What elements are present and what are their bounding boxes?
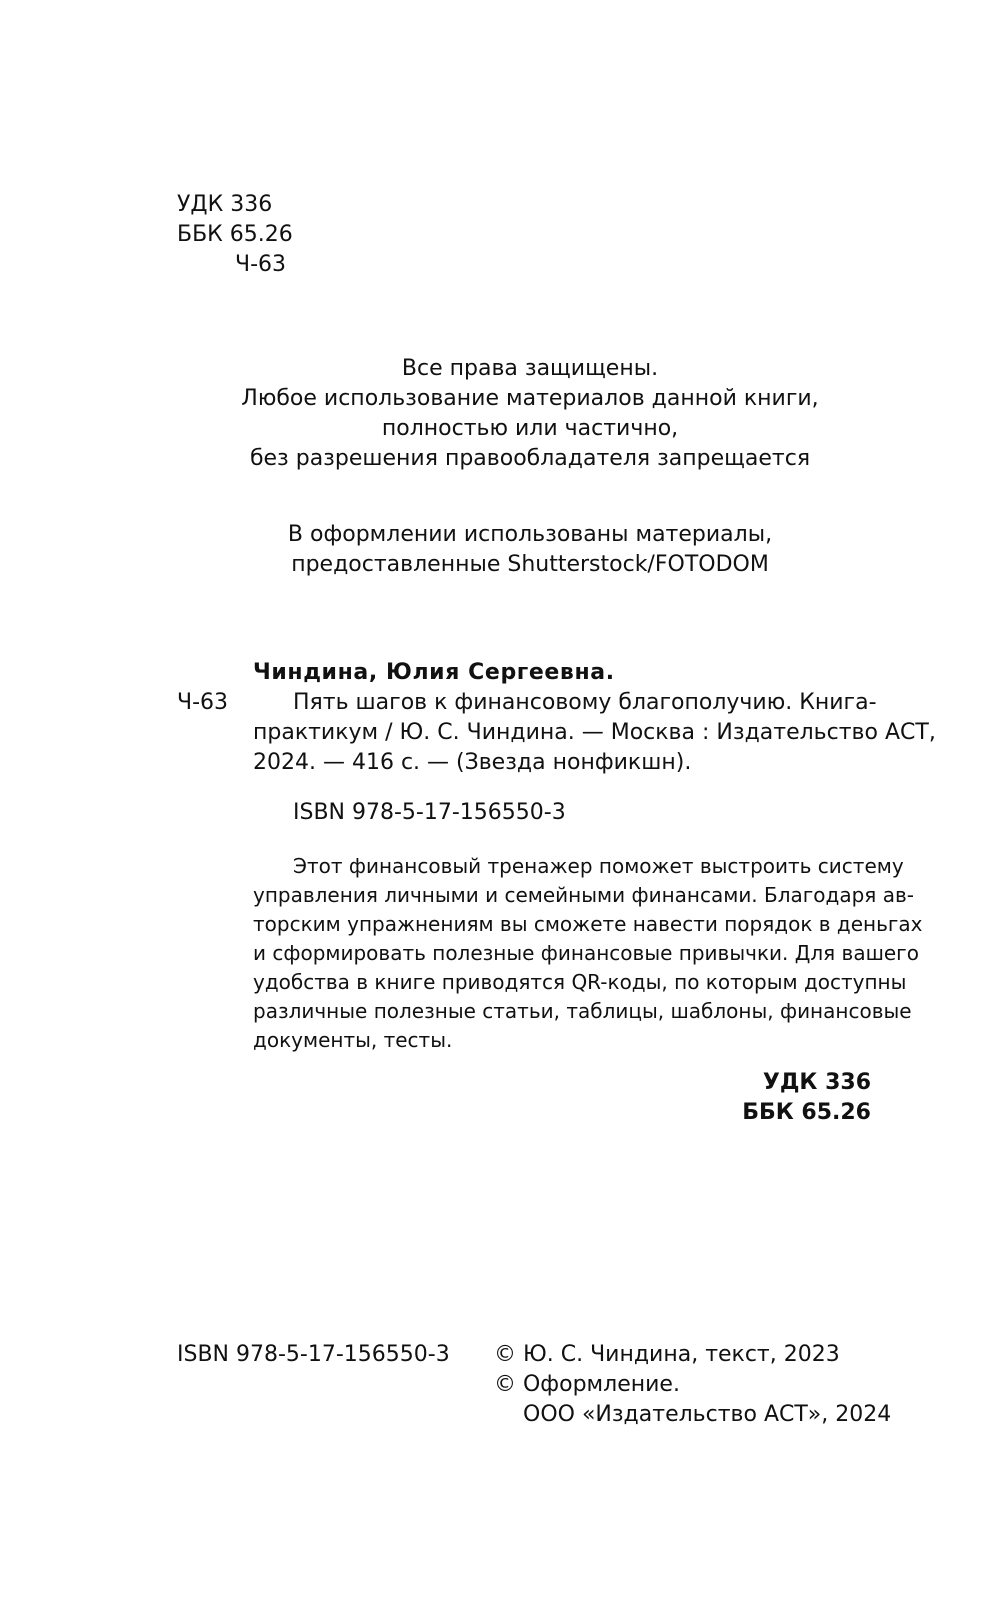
copyright-line: © Оформление.: [494, 1372, 680, 1397]
udk-code-bold: УДК 336: [762, 1070, 871, 1095]
udk-code: УДК 336: [177, 192, 273, 217]
catalog-isbn: ISBN 978-5-17-156550-3: [293, 800, 566, 825]
copyright-line: ООО «Издательство АСТ», 2024: [523, 1402, 892, 1427]
annotation-line: управления личными и семейными финансами. Благодаря ав-: [253, 883, 914, 907]
bbk-code: ББК 65.26: [177, 222, 293, 247]
design-credit-line: В оформлении использованы материалы,: [287, 522, 773, 547]
copyright-line: © Ю. С. Чиндина, текст, 2023: [494, 1342, 840, 1367]
catalog-description: [253, 688, 936, 778]
footer-isbn: ISBN 978-5-17-156550-3: [177, 1342, 450, 1367]
copyright-notice: [494, 1340, 891, 1430]
rights-line: без разрешения правообладателя запрещается: [249, 446, 811, 471]
catalog-description-line: Пять шагов к финансовому благополучию. Книга-: [293, 690, 877, 715]
author-mark: Ч-63: [235, 252, 287, 277]
annotation: [253, 852, 923, 1055]
annotation-line: документы, тесты.: [253, 1028, 453, 1052]
annotation-line: и сформировать полезные финансовые привычки. Для вашего: [253, 941, 919, 965]
rights-line: Любое использование материалов данной книги,: [241, 386, 819, 411]
classification-codes-top: [177, 190, 293, 280]
rights-notice: [180, 354, 880, 474]
design-credit: [180, 520, 880, 580]
catalog-author: Чиндина, Юлия Сергеевна.: [253, 660, 615, 685]
rights-line: полностью или частично,: [381, 416, 679, 441]
catalog-description-line: 2024. — 416 с. — (Звезда нонфикшн).: [253, 750, 692, 775]
catalog-description-line: практикум / Ю. С. Чиндина. — Москва : Издательство АСТ,: [253, 720, 936, 745]
classification-codes-bottom: [600, 1068, 871, 1128]
annotation-line: Этот финансовый тренажер поможет выстроить систему: [293, 854, 904, 878]
annotation-line: удобства в книге приводятся QR-коды, по которым доступны: [253, 970, 907, 994]
bbk-code-bold: ББК 65.26: [742, 1100, 871, 1125]
annotation-line: торским упражнениям вы сможете навести порядок в деньгах: [253, 912, 923, 936]
annotation-line: различные полезные статьи, таблицы, шаблоны, финансовые: [253, 999, 912, 1023]
design-credit-line: предоставленные Shutterstock/FOTODOM: [291, 552, 769, 577]
rights-line: Все права защищены.: [401, 356, 659, 381]
catalog-author-mark: Ч-63: [177, 690, 229, 715]
